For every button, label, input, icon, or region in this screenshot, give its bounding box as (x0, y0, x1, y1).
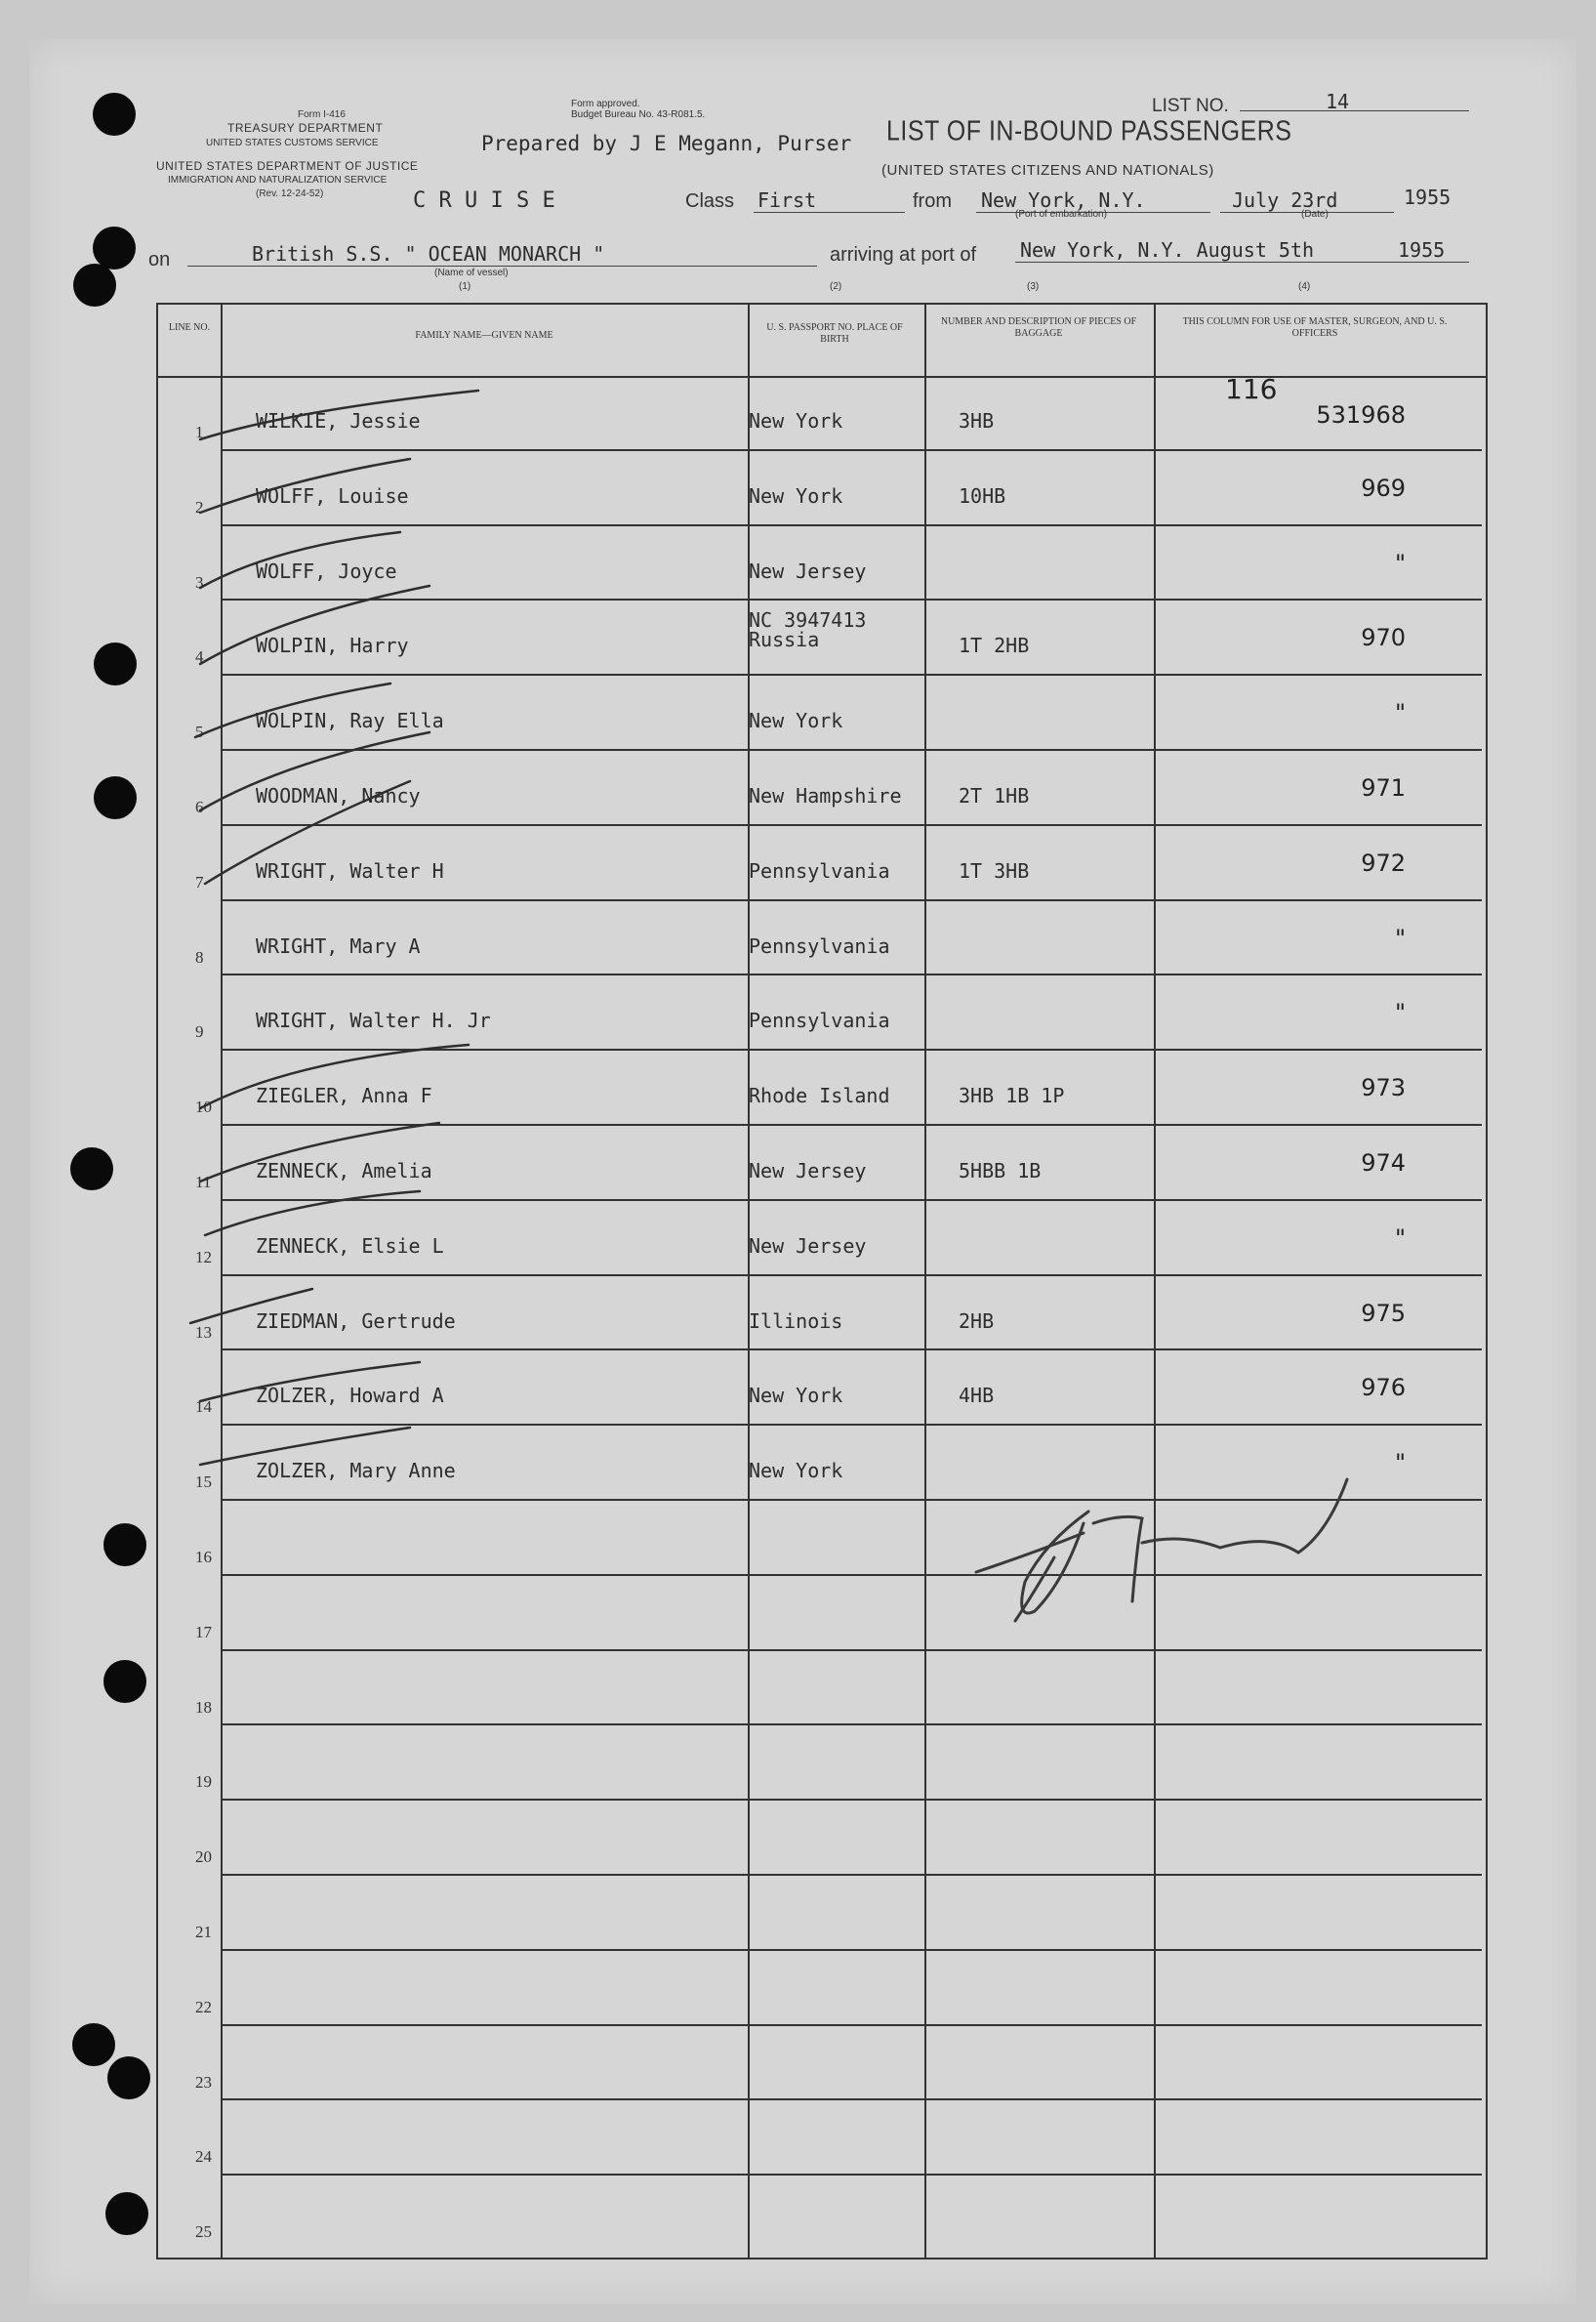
line-number: 24 (195, 2147, 212, 2167)
line-number: 6 (195, 798, 204, 816)
column-marker: (2) (830, 281, 842, 292)
passenger-name: ZIEGLER, Anna F (256, 1084, 432, 1108)
passenger-name: WRIGHT, Walter H. Jr (256, 1009, 491, 1033)
place-of-birth: New York (749, 709, 843, 733)
line-number: 22 (195, 1997, 212, 2016)
passenger-name: ZOLZER, Mary Anne (256, 1459, 456, 1483)
passenger-name: ZIEDMAN, Gertrude (256, 1308, 456, 1333)
passenger-name: ZENNECK, Elsie L (256, 1233, 444, 1258)
justice-dept: UNITED STATES DEPARTMENT OF JUSTICE (156, 159, 419, 173)
from-caption: (Port of embarkation) (1015, 209, 1107, 220)
baggage-description: 3HB (959, 409, 995, 433)
line-number: 9 (195, 1022, 204, 1042)
line-number: 13 (195, 1322, 212, 1342)
header-officers: THIS COLUMN FOR USE OF MASTER, SURGEON, AND U. S. OFFICERS (1182, 316, 1448, 339)
baggage-description: 3HB 1B 1P (959, 1084, 1065, 1108)
place-of-birth: New York (749, 483, 843, 508)
vessel-caption: (Name of vessel) (434, 268, 509, 278)
officer-number: " (1394, 1223, 1406, 1252)
class-label: Class (685, 190, 735, 212)
line-number: 5 (195, 723, 204, 742)
passenger-name: WRIGHT, Mary A (256, 933, 421, 958)
officer-number: 975 (1361, 1299, 1406, 1327)
place-of-birth: Illinois (749, 1308, 843, 1333)
line-number: 25 (195, 2222, 212, 2242)
place-of-birth: New York (749, 409, 843, 433)
header-name: FAMILY NAME—GIVEN NAME (415, 330, 553, 341)
line-number: 17 (195, 1622, 212, 1641)
passenger-name: WOLFF, Joyce (256, 559, 397, 583)
from-value: New York, N.Y. (981, 188, 1146, 212)
passenger-name: ZENNECK, Amelia (256, 1159, 432, 1182)
officer-number: 971 (1361, 774, 1406, 802)
treasury-dept: TREASURY DEPARTMENT (227, 121, 384, 135)
class-value: First (757, 188, 817, 212)
line-number: 7 (195, 872, 204, 891)
officer-number: 969 (1361, 474, 1406, 502)
cruise-label: C R U I S E (413, 188, 555, 213)
from-label: from (913, 190, 952, 212)
baggage-description: 1T 2HB (959, 634, 1030, 658)
officer-number: " (1394, 1449, 1406, 1477)
passenger-name: ZOLZER, Howard A (256, 1384, 444, 1408)
approval-line-1: Form approved. (571, 99, 640, 109)
approval-line-2: Budget Bureau No. 43-R081.5. (571, 109, 706, 120)
officer-number: 974 (1361, 1149, 1406, 1177)
prepared-by: Prepared by J E Megann, Purser (481, 132, 852, 155)
list-no-value: 14 (1326, 90, 1350, 113)
departure-date: July 23rd (1232, 188, 1338, 212)
arrival-value: New York, N.Y. August 5th (1020, 238, 1315, 262)
passenger-name: WRIGHT, Walter H (256, 858, 444, 883)
vessel-name: British S.S. " OCEAN MONARCH " (252, 242, 605, 266)
line-number: 23 (195, 2072, 212, 2092)
officer-number: 972 (1361, 849, 1406, 877)
passenger-name: WOLPIN, Harry (256, 634, 409, 658)
officer-number: 531968 (1316, 401, 1406, 429)
baggage-description: 10HB (959, 483, 1006, 508)
baggage-description: 2T 1HB (959, 784, 1030, 808)
passenger-name: WOLFF, Louise (256, 483, 409, 508)
line-number: 12 (195, 1247, 212, 1266)
column-marker: (3) (1027, 281, 1040, 292)
officer-number: " (1394, 924, 1406, 952)
place-of-birth: New Jersey (749, 1233, 867, 1258)
baggage-description: 5HBB 1B (959, 1159, 1042, 1182)
line-number: 11 (195, 1173, 212, 1191)
on-label: on (148, 249, 171, 270)
line-number: 15 (195, 1472, 212, 1492)
revision: (Rev. 12-24-52) (256, 188, 324, 199)
passenger-name: WILKIE, Jessie (256, 409, 421, 433)
place-of-birth: Rhode Island (749, 1084, 890, 1108)
place-of-birth: New York (749, 1459, 843, 1483)
officer-number: 976 (1361, 1374, 1406, 1402)
baggage-description: 2HB (959, 1308, 995, 1333)
place-of-birth: Pennsylvania (749, 858, 890, 883)
header-passport: U. S. PASSPORT NO. PLACE OF BIRTH (766, 322, 903, 345)
line-number: 8 (195, 947, 204, 967)
officer-number: " (1394, 699, 1406, 727)
departure-year: 1955 (1404, 186, 1452, 209)
officer-number: 970 (1361, 624, 1406, 652)
arriving-label: arriving at port of (830, 244, 977, 266)
arrival-year: 1955 (1398, 238, 1446, 262)
document-subtitle: (UNITED STATES CITIZENS AND NATIONALS) (881, 162, 1214, 179)
line-number: 3 (195, 572, 204, 592)
header-baggage: NUMBER AND DESCRIPTION OF PIECES OF BAGGAGE (940, 316, 1137, 339)
place-of-birth: New Jersey (749, 1159, 867, 1182)
passport-number: NC 3947413 (749, 608, 867, 633)
line-number: 14 (195, 1397, 212, 1417)
column-marker: (1) (459, 281, 471, 292)
passenger-name: WOODMAN, Nancy (256, 784, 421, 808)
baggage-description: 1T 3HB (959, 858, 1030, 883)
place-of-birth: Pennsylvania (749, 933, 890, 958)
place-of-birth: Russia (749, 628, 820, 652)
form-number: Form I-416 (298, 109, 346, 120)
customs-service: UNITED STATES CUSTOMS SERVICE (206, 138, 379, 148)
place-of-birth: New Hampshire (749, 784, 902, 808)
line-number: 2 (195, 497, 204, 517)
column-marker: (4) (1298, 281, 1311, 292)
line-number: 16 (195, 1548, 212, 1566)
line-number: 19 (195, 1772, 212, 1792)
ins-service: IMMIGRATION AND NATURALIZATION SERVICE (168, 175, 388, 186)
officer-number: 973 (1361, 1074, 1406, 1102)
line-number: 4 (195, 647, 204, 667)
officer-note-top: 116 (1225, 373, 1278, 405)
line-number: 21 (195, 1923, 212, 1941)
date-caption: (Date) (1301, 209, 1329, 220)
place-of-birth: New York (749, 1384, 843, 1408)
header-line-no: LINE NO. (168, 322, 211, 333)
line-number: 10 (195, 1098, 212, 1117)
line-number: 18 (195, 1697, 212, 1717)
officer-number: " (1394, 549, 1406, 577)
place-of-birth: New Jersey (749, 559, 867, 583)
line-number: 20 (195, 1847, 212, 1867)
document-title: LIST OF IN-BOUND PASSENGERS (886, 115, 1292, 147)
officer-signature (976, 1479, 1347, 1621)
list-no-label: LIST NO. (1152, 96, 1229, 116)
baggage-description: 4HB (959, 1384, 995, 1408)
place-of-birth: Pennsylvania (749, 1009, 890, 1033)
line-number: 1 (195, 423, 204, 441)
passenger-name: WOLPIN, Ray Ella (256, 709, 444, 733)
officer-number: " (1394, 999, 1406, 1027)
